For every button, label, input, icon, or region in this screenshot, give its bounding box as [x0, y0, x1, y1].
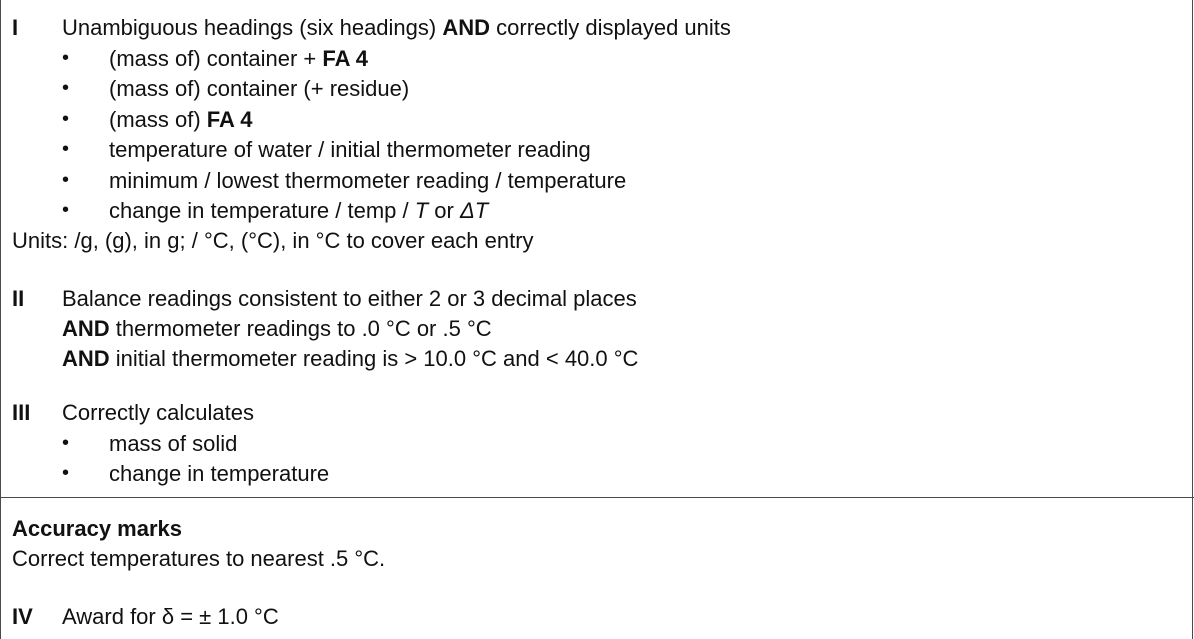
criterion-2-line-2: [62, 313, 492, 344]
accuracy-title: Accuracy marks: [12, 516, 183, 541]
section-divider: [0, 497, 1194, 498]
bullet-icon: •: [62, 462, 70, 484]
criterion-2-line-3: [62, 343, 638, 374]
bullet-icon: •: [62, 77, 70, 99]
criterion-1-bullet-6-dT: ΔT: [459, 198, 489, 223]
criterion-1-bullet-3: [109, 104, 252, 135]
criterion-1-bullet-5: minimum / lowest thermometer reading / temperature: [109, 168, 627, 193]
bullet-icon: •: [62, 47, 70, 69]
criterion-3-bullet-2: change in temperature: [109, 461, 330, 486]
criterion-1-bullet-6-text: change in temperature / temp /: [109, 198, 415, 223]
criterion-1-bullet-1-text: (mass of) container +: [109, 46, 323, 71]
criterion-1-heading-text-after: correctly displayed units: [490, 15, 731, 40]
bullet-icon: •: [62, 169, 70, 191]
bullet-icon: •: [62, 138, 70, 160]
criterion-1-bullet-3-text: (mass of): [109, 107, 207, 132]
criterion-1-bullet-1: [109, 43, 368, 74]
criterion-3-bullet-1: mass of solid: [109, 431, 238, 456]
criterion-1-bullet-4: temperature of water / initial thermometer reading: [109, 137, 591, 162]
criterion-1-bullet-2: (mass of) container (+ residue): [109, 76, 410, 101]
criterion-1-bullet-6-T: T: [414, 198, 429, 223]
criterion-1-bullet-1-bold: FA 4: [322, 46, 369, 71]
criterion-1-bullet-3-bold: FA 4: [206, 107, 253, 132]
accuracy-note: Correct temperatures to nearest .5 °C.: [12, 546, 386, 571]
criterion-2-line-2-and: AND: [62, 316, 110, 341]
criterion-1-heading-and: AND: [442, 15, 491, 40]
criterion-2-line-3-and: AND: [62, 346, 110, 371]
bullet-icon: •: [62, 199, 70, 221]
criterion-4-award: Award for δ = ± 1.0 °C: [62, 604, 279, 629]
criterion-4-numeral: IV: [12, 604, 33, 629]
criterion-3-numeral: III: [12, 400, 31, 425]
criterion-1-bullet-6: [109, 195, 488, 226]
criterion-1-bullet-6-or: or: [428, 198, 460, 223]
criterion-1-numeral: I: [12, 15, 19, 40]
criterion-3-heading: Correctly calculates: [62, 400, 254, 425]
criterion-2-line-3-text: initial thermometer reading is > 10.0 °C and < 40.0 °C: [109, 346, 639, 371]
criterion-2-line-1: Balance readings consistent to either 2 or 3 decimal places: [62, 286, 637, 311]
criterion-1-units: Units: /g, (g), in g; / °C, (°C), in °C to cover each entry: [12, 228, 534, 253]
criterion-2-numeral: II: [12, 286, 25, 311]
criterion-2-line-2-text: thermometer readings to .0 °C or .5 °C: [109, 316, 492, 341]
bullet-icon: •: [62, 108, 70, 130]
bullet-icon: •: [62, 432, 70, 454]
criterion-1-heading-text: Unambiguous headings (six headings): [62, 15, 443, 40]
criterion-1-heading: [62, 12, 731, 43]
